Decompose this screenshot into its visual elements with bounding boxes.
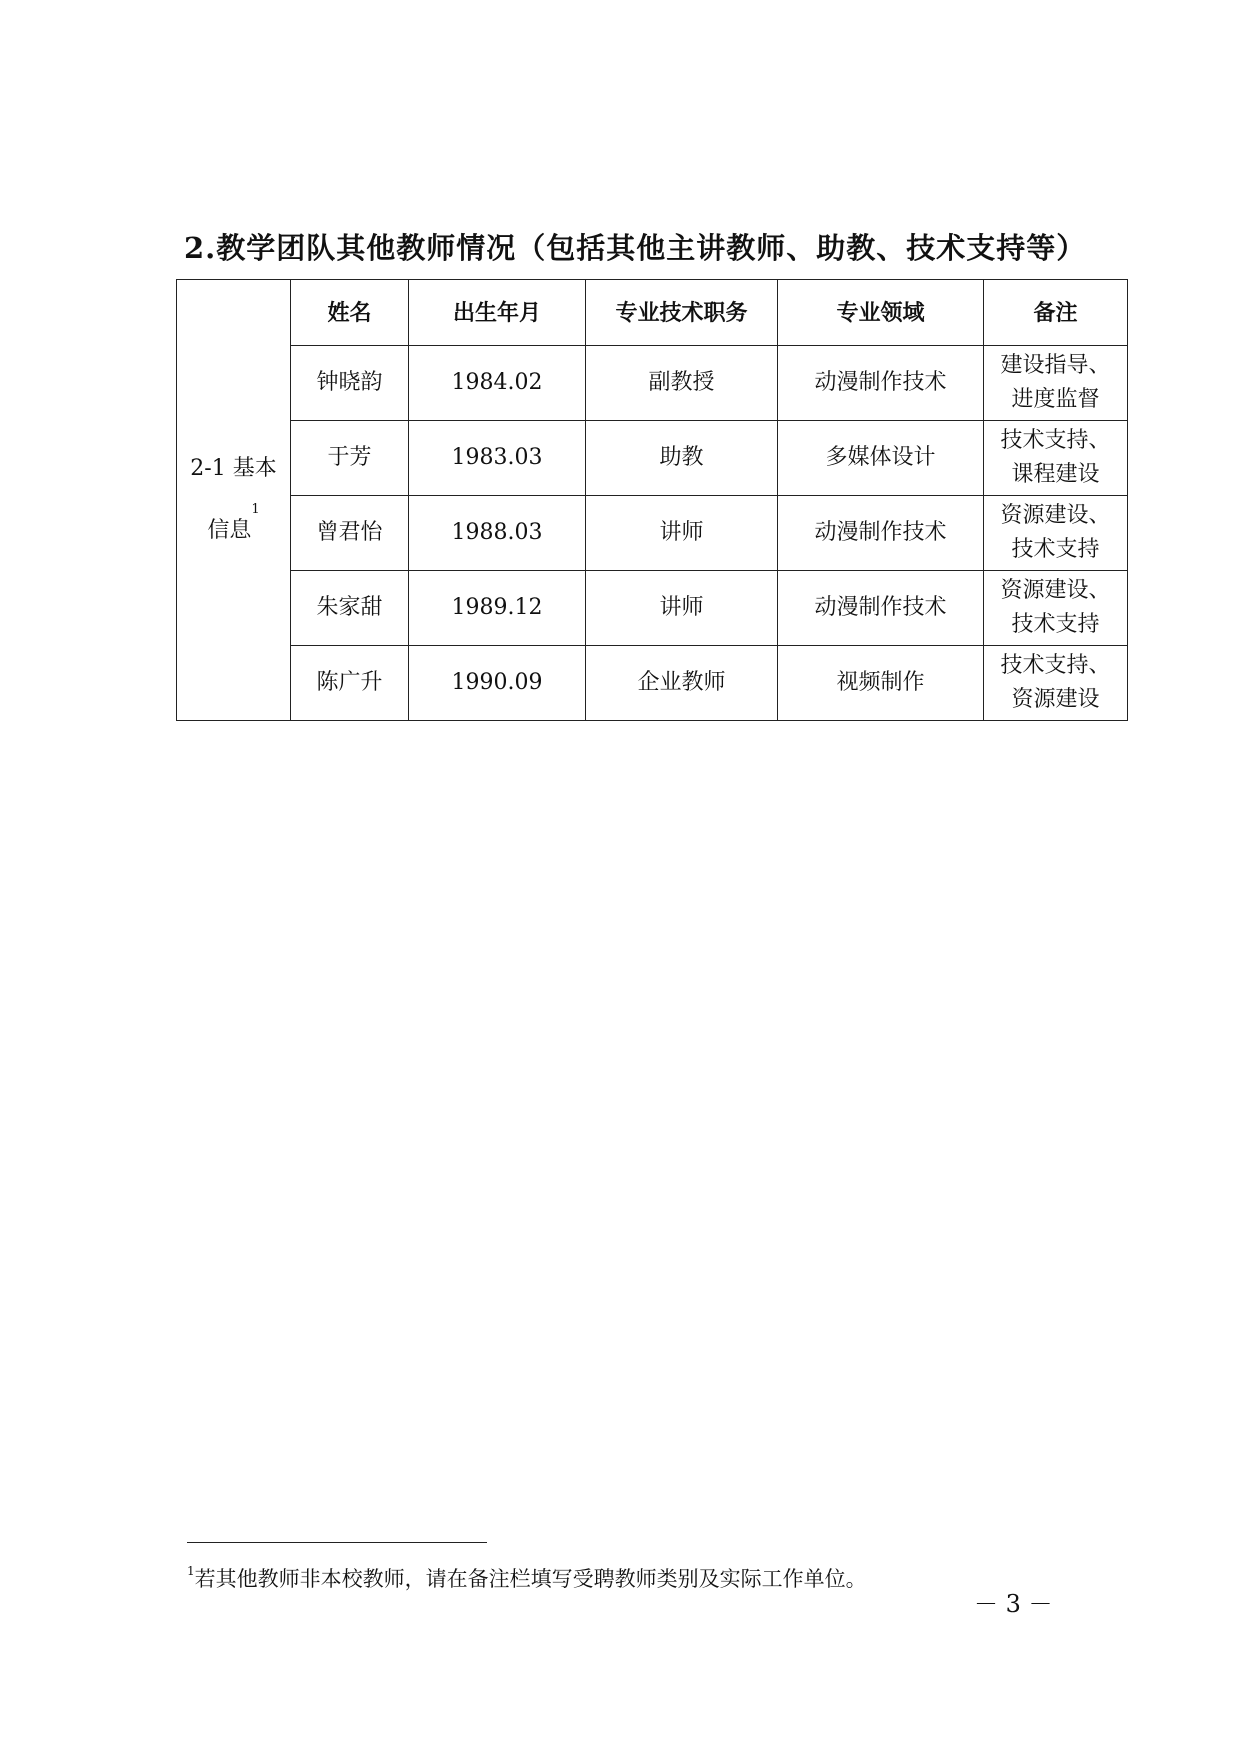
cell-name: 曾君怡 [291,496,409,571]
cell-remark [984,346,1128,421]
cell-name: 朱家甜 [291,571,409,646]
cell-title: 企业教师 [586,646,778,721]
cell-field: 动漫制作技术 [778,496,984,571]
cell-remark [984,571,1128,646]
cell-remark [984,496,1128,571]
header-name: 姓名 [291,280,409,346]
table-row [177,421,1128,496]
footnote-marker: 1 [187,1564,195,1578]
cell-field: 动漫制作技术 [778,346,984,421]
remark-line2: 技术支持 [1011,537,1100,562]
side-label-footnote-marker: 1 [251,502,260,517]
footnote-text: 若其他教师非本校教师，请在备注栏填写受聘教师类别及实际工作单位。 [194,1567,867,1591]
side-label-cell [177,280,291,721]
header-remark: 备注 [984,280,1128,346]
header-birth: 出生年月 [409,280,586,346]
footnote-divider [187,1542,487,1543]
section-heading: 2.教学团队其他教师情况（包括其他主讲教师、助教、技术支持等） [184,231,1087,265]
cell-birth: 1983.03 [409,421,586,496]
table-row [177,346,1128,421]
cell-title: 副教授 [586,346,778,421]
remark-line2: 课程建设 [1011,462,1100,487]
remark-line1: 技术支持、 [1000,653,1111,678]
remark-line1: 技术支持、 [1000,428,1111,453]
remark-line1: 资源建设、 [1000,503,1111,528]
remark-line1: 建设指导、 [1000,353,1111,378]
footnote [187,1563,867,1593]
cell-birth: 1989.12 [409,571,586,646]
table-row [177,571,1128,646]
teacher-info-table [176,279,1128,721]
cell-remark [984,421,1128,496]
cell-birth: 1990.09 [409,646,586,721]
cell-title: 助教 [586,421,778,496]
table-row [177,646,1128,721]
header-field: 专业领域 [778,280,984,346]
cell-birth: 1984.02 [409,346,586,421]
page-number: － 3 － [974,1590,1053,1618]
table-row [177,496,1128,571]
cell-field: 视频制作 [778,646,984,721]
cell-field: 动漫制作技术 [778,571,984,646]
cell-birth: 1988.03 [409,496,586,571]
side-label-line2: 信息 [207,518,252,543]
table-header-row [177,280,1128,346]
remark-line2: 资源建设 [1011,687,1100,712]
remark-line2: 进度监督 [1011,387,1100,412]
side-label-line1: 2-1 基本 [190,456,277,481]
cell-field: 多媒体设计 [778,421,984,496]
remark-line1: 资源建设、 [1000,578,1111,603]
cell-remark [984,646,1128,721]
cell-title: 讲师 [586,496,778,571]
cell-name: 于芳 [291,421,409,496]
cell-name: 钟晓韵 [291,346,409,421]
cell-name: 陈广升 [291,646,409,721]
cell-title: 讲师 [586,571,778,646]
header-title: 专业技术职务 [586,280,778,346]
remark-line2: 技术支持 [1011,612,1100,637]
